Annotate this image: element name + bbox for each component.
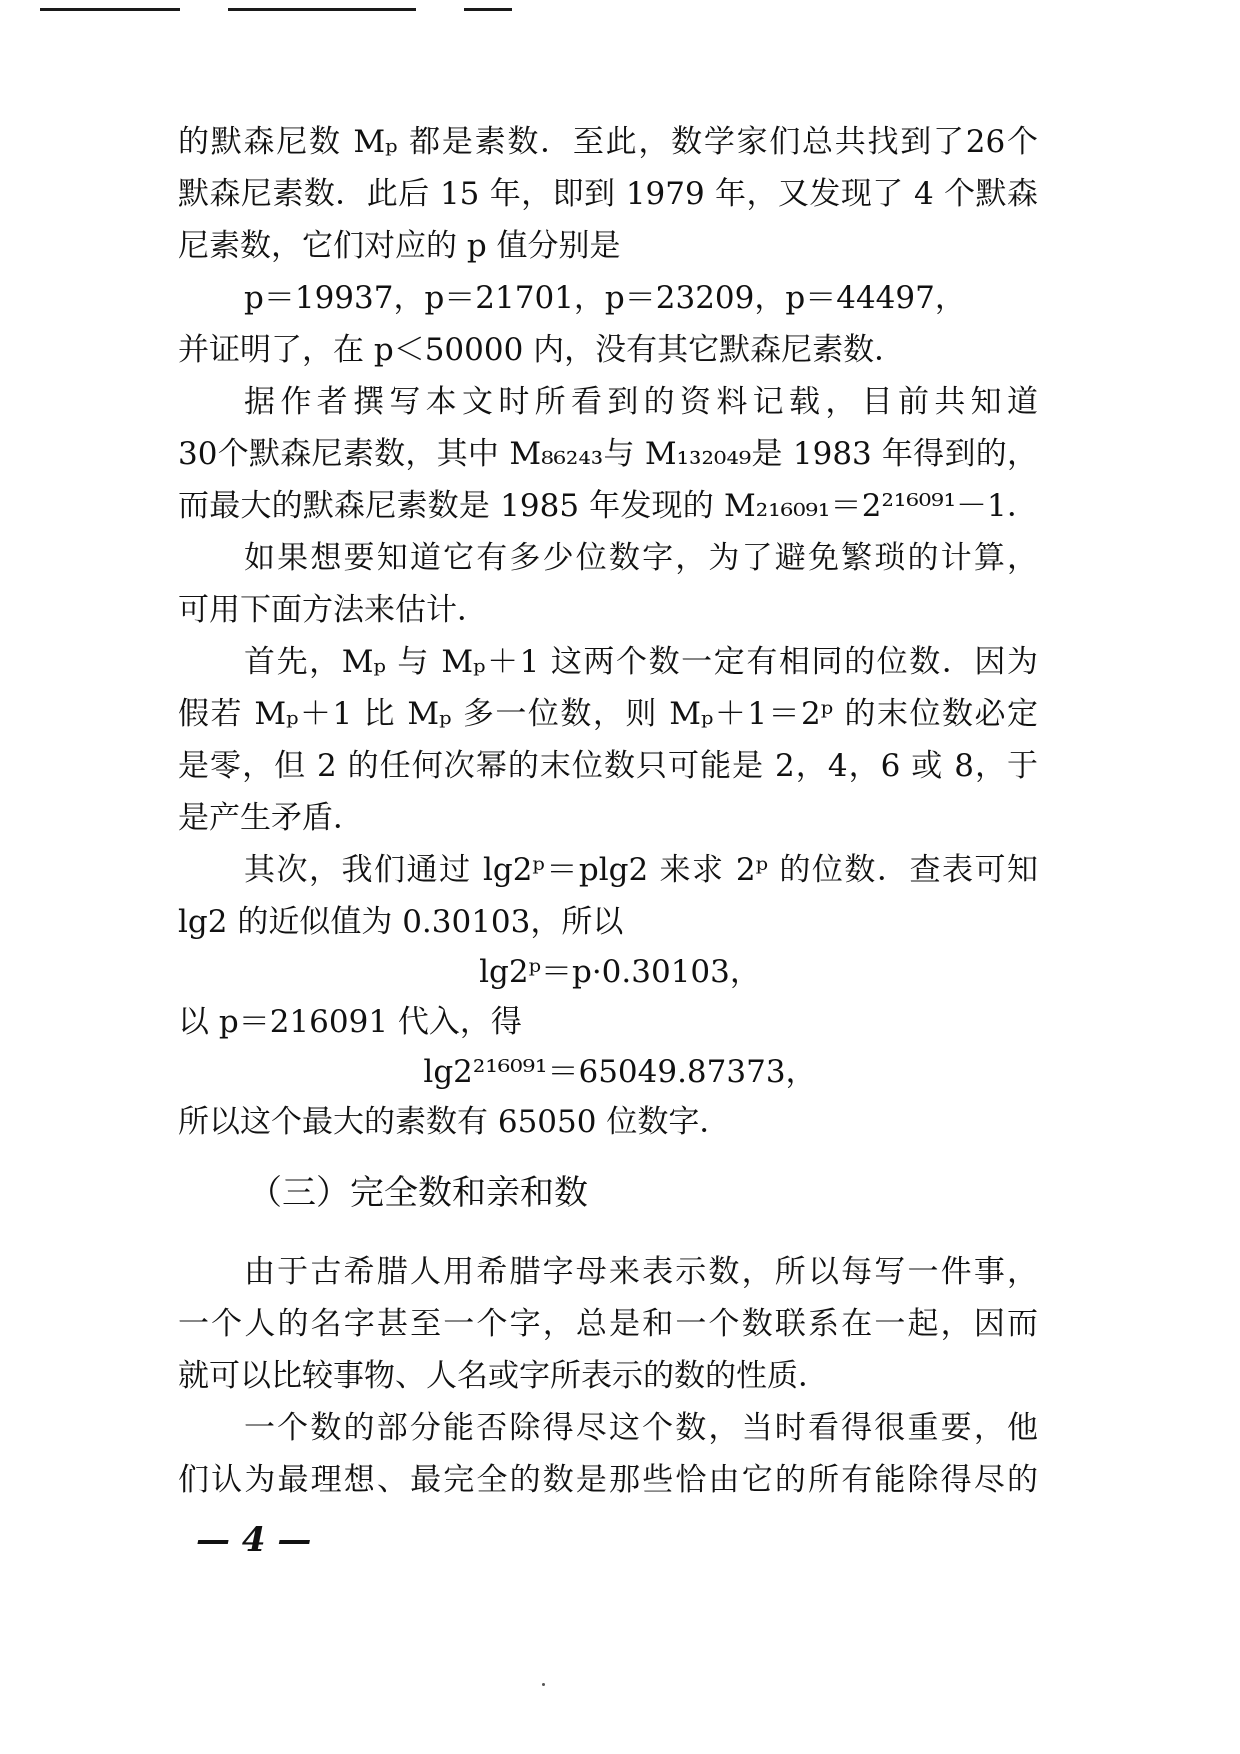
text-line: 并证明了，在 p＜50000 内，没有其它默森尼素数． — [178, 332, 906, 368]
equation-line: p＝19937，p＝21701，p＝23209，p＝44497， — [244, 280, 966, 316]
header-rule — [228, 8, 416, 11]
text-line: 是产生矛盾． — [178, 800, 364, 836]
text-line: 是零，但 2 的任何次幂的末位数只可能是 2，4，6 或 8，于 — [178, 748, 1038, 784]
text-line: 所以这个最大的素数有 65050 位数字． — [178, 1104, 731, 1140]
header-rule — [464, 8, 512, 11]
text-line: 其次，我们通过 lg2ᵖ＝plg2 来求 2ᵖ 的位数．查表可知 — [244, 852, 1038, 888]
text-line: 就可以比较事物、人名或字所表示的数的性质． — [178, 1358, 829, 1394]
text-line: 假若 Mₚ＋1 比 Mₚ 多一位数，则 Mₚ＋1＝2ᵖ 的末位数必定 — [178, 696, 1038, 732]
header-rule — [40, 8, 180, 11]
text-line: 首先，Mₚ 与 Mₚ＋1 这两个数一定有相同的位数．因为 — [244, 644, 1038, 680]
text-line: 的默森尼数 Mₚ 都是素数．至此，数学家们总共找到了26个 — [178, 124, 1038, 160]
text-line: 而最大的默森尼素数是 1985 年发现的 M₂₁₆₀₉₁＝2²¹⁶⁰⁹¹－1． — [178, 488, 1038, 524]
text-line: lg2 的近似值为 0.30103，所以 — [178, 904, 624, 940]
text-line: 以 p＝216091 代入，得 — [178, 1004, 522, 1040]
scan-speck — [542, 1683, 545, 1686]
text-line: 30个默森尼素数，其中 M₈₆₂₄₃与 M₁₃₂₀₄₉是 1983 年得到的， — [178, 436, 1038, 472]
text-line: 由于古希腊人用希腊字母来表示数，所以每写一件事， — [244, 1254, 1038, 1290]
text-line: 们认为最理想、最完全的数是那些恰由它的所有能除得尽的 — [178, 1462, 1038, 1498]
text-line: 据作者撰写本文时所看到的资料记载，目前共知道 — [244, 384, 1038, 420]
text-line: 尼素数，它们对应的 p 值分别是 — [178, 228, 621, 264]
text-line: 可用下面方法来估计． — [178, 592, 488, 628]
equation-line: lg2²¹⁶⁰⁹¹＝65049.87373， — [423, 1054, 817, 1090]
equation-line: lg2ᵖ＝p·0.30103， — [479, 954, 761, 990]
text-line: 一个人的名字甚至一个字，总是和一个数联系在一起，因而 — [178, 1306, 1038, 1342]
text-line: 默森尼素数．此后 15 年，即到 1979 年，又发现了 4 个默森 — [178, 176, 1038, 212]
text-line: 一个数的部分能否除得尽这个数，当时看得很重要，他 — [244, 1410, 1038, 1446]
section-heading: （三）完全数和亲和数 — [248, 1173, 588, 1213]
page-number: — 4 — — [196, 1520, 312, 1560]
text-line: 如果想要知道它有多少位数字，为了避免繁琐的计算， — [244, 540, 1038, 576]
